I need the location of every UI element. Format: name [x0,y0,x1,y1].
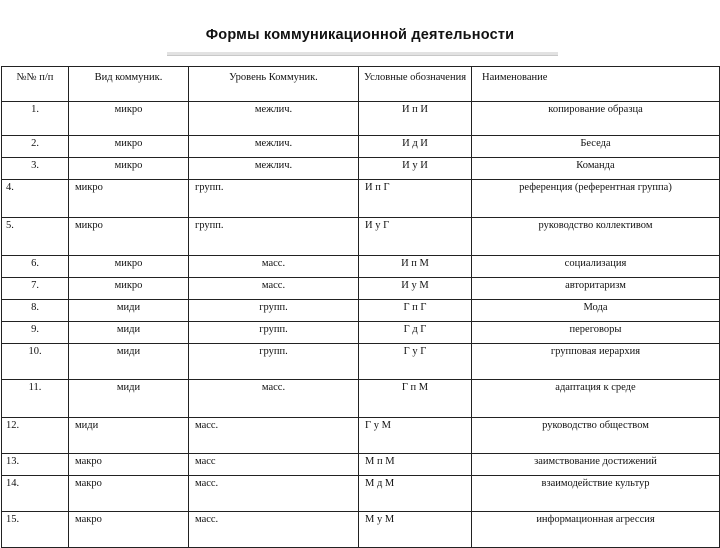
row-name: заимствование достижений [472,454,720,476]
row-type: микро [69,180,189,218]
row-type: миди [69,300,189,322]
row-type: макро [69,476,189,512]
row-level: масс. [189,278,359,300]
row-notation: И п М [359,256,472,278]
row-level: групп. [189,322,359,344]
row-number: 5. [2,218,69,256]
row-number: 1. [2,102,69,136]
table-row [2,344,720,380]
row-number: 9. [2,322,69,344]
table-row [2,380,720,418]
row-type: миди [69,418,189,454]
row-name: руководство коллективом [472,218,720,256]
row-name: информационная агрессия [472,512,720,548]
table-row [2,218,720,256]
row-notation: И п Г [359,180,472,218]
table-row [2,512,720,548]
row-name: Мода [472,300,720,322]
title-underline [167,52,558,56]
row-number: 13. [2,454,69,476]
table-row [2,454,720,476]
row-notation: И у Г [359,218,472,256]
table-row [2,256,720,278]
table-row [2,180,720,218]
row-number: 11. [2,380,69,418]
row-type: миди [69,380,189,418]
row-name: адаптация к среде [472,380,720,418]
table-row [2,136,720,158]
row-level: групп. [189,180,359,218]
row-name: авторитаризм [472,278,720,300]
row-number: 4. [2,180,69,218]
row-notation: Г д Г [359,322,472,344]
row-level: групп. [189,218,359,256]
row-number: 12. [2,418,69,454]
row-name: социализация [472,256,720,278]
row-notation: М п М [359,454,472,476]
row-type: микро [69,278,189,300]
header-level: Уровень Коммуник. [189,67,359,102]
communication-forms-table [1,66,720,548]
header-num: №№ п/п [2,67,69,102]
table-row [2,418,720,454]
row-type: микро [69,256,189,278]
row-number: 3. [2,158,69,180]
row-level: групп. [189,300,359,322]
table-row [2,322,720,344]
row-notation: М д М [359,476,472,512]
header-notation: Условные обозначения [359,67,472,102]
row-type: миди [69,344,189,380]
row-number: 2. [2,136,69,158]
row-notation: И у И [359,158,472,180]
row-level: масс. [189,418,359,454]
row-type: макро [69,454,189,476]
row-notation: М у М [359,512,472,548]
header-name: Наименование [472,67,720,102]
row-notation: И у М [359,278,472,300]
header-type: Вид коммуник. [69,67,189,102]
row-level: межлич. [189,158,359,180]
row-level: межлич. [189,102,359,136]
row-name: копирование образца [472,102,720,136]
row-type: макро [69,512,189,548]
row-level: межлич. [189,136,359,158]
row-notation: Г п Г [359,300,472,322]
row-notation: Г у М [359,418,472,454]
table-header-row [2,67,720,102]
row-name: переговоры [472,322,720,344]
row-level: масс. [189,512,359,548]
table-row [2,300,720,322]
table-row [2,102,720,136]
row-type: микро [69,218,189,256]
row-name: Беседа [472,136,720,158]
table-row [2,476,720,512]
row-level: масс [189,454,359,476]
row-notation: Г у Г [359,344,472,380]
row-type: микро [69,136,189,158]
row-notation: И д И [359,136,472,158]
table-row [2,158,720,180]
row-number: 8. [2,300,69,322]
row-name: референция (референтная группа) [472,180,720,218]
row-name: групповая иерархия [472,344,720,380]
row-notation: Г п М [359,380,472,418]
page-title: Формы коммуникационной деятельности [205,27,515,43]
row-level: масс. [189,476,359,512]
row-type: миди [69,322,189,344]
table-row [2,278,720,300]
row-level: масс. [189,256,359,278]
row-name: взаимодействие культур [472,476,720,512]
row-level: масс. [189,380,359,418]
row-number: 6. [2,256,69,278]
row-type: микро [69,102,189,136]
row-level: групп. [189,344,359,380]
row-name: Команда [472,158,720,180]
row-notation: И п И [359,102,472,136]
row-type: микро [69,158,189,180]
row-name: руководство обществом [472,418,720,454]
row-number: 15. [2,512,69,548]
row-number: 14. [2,476,69,512]
row-number: 7. [2,278,69,300]
row-number: 10. [2,344,69,380]
